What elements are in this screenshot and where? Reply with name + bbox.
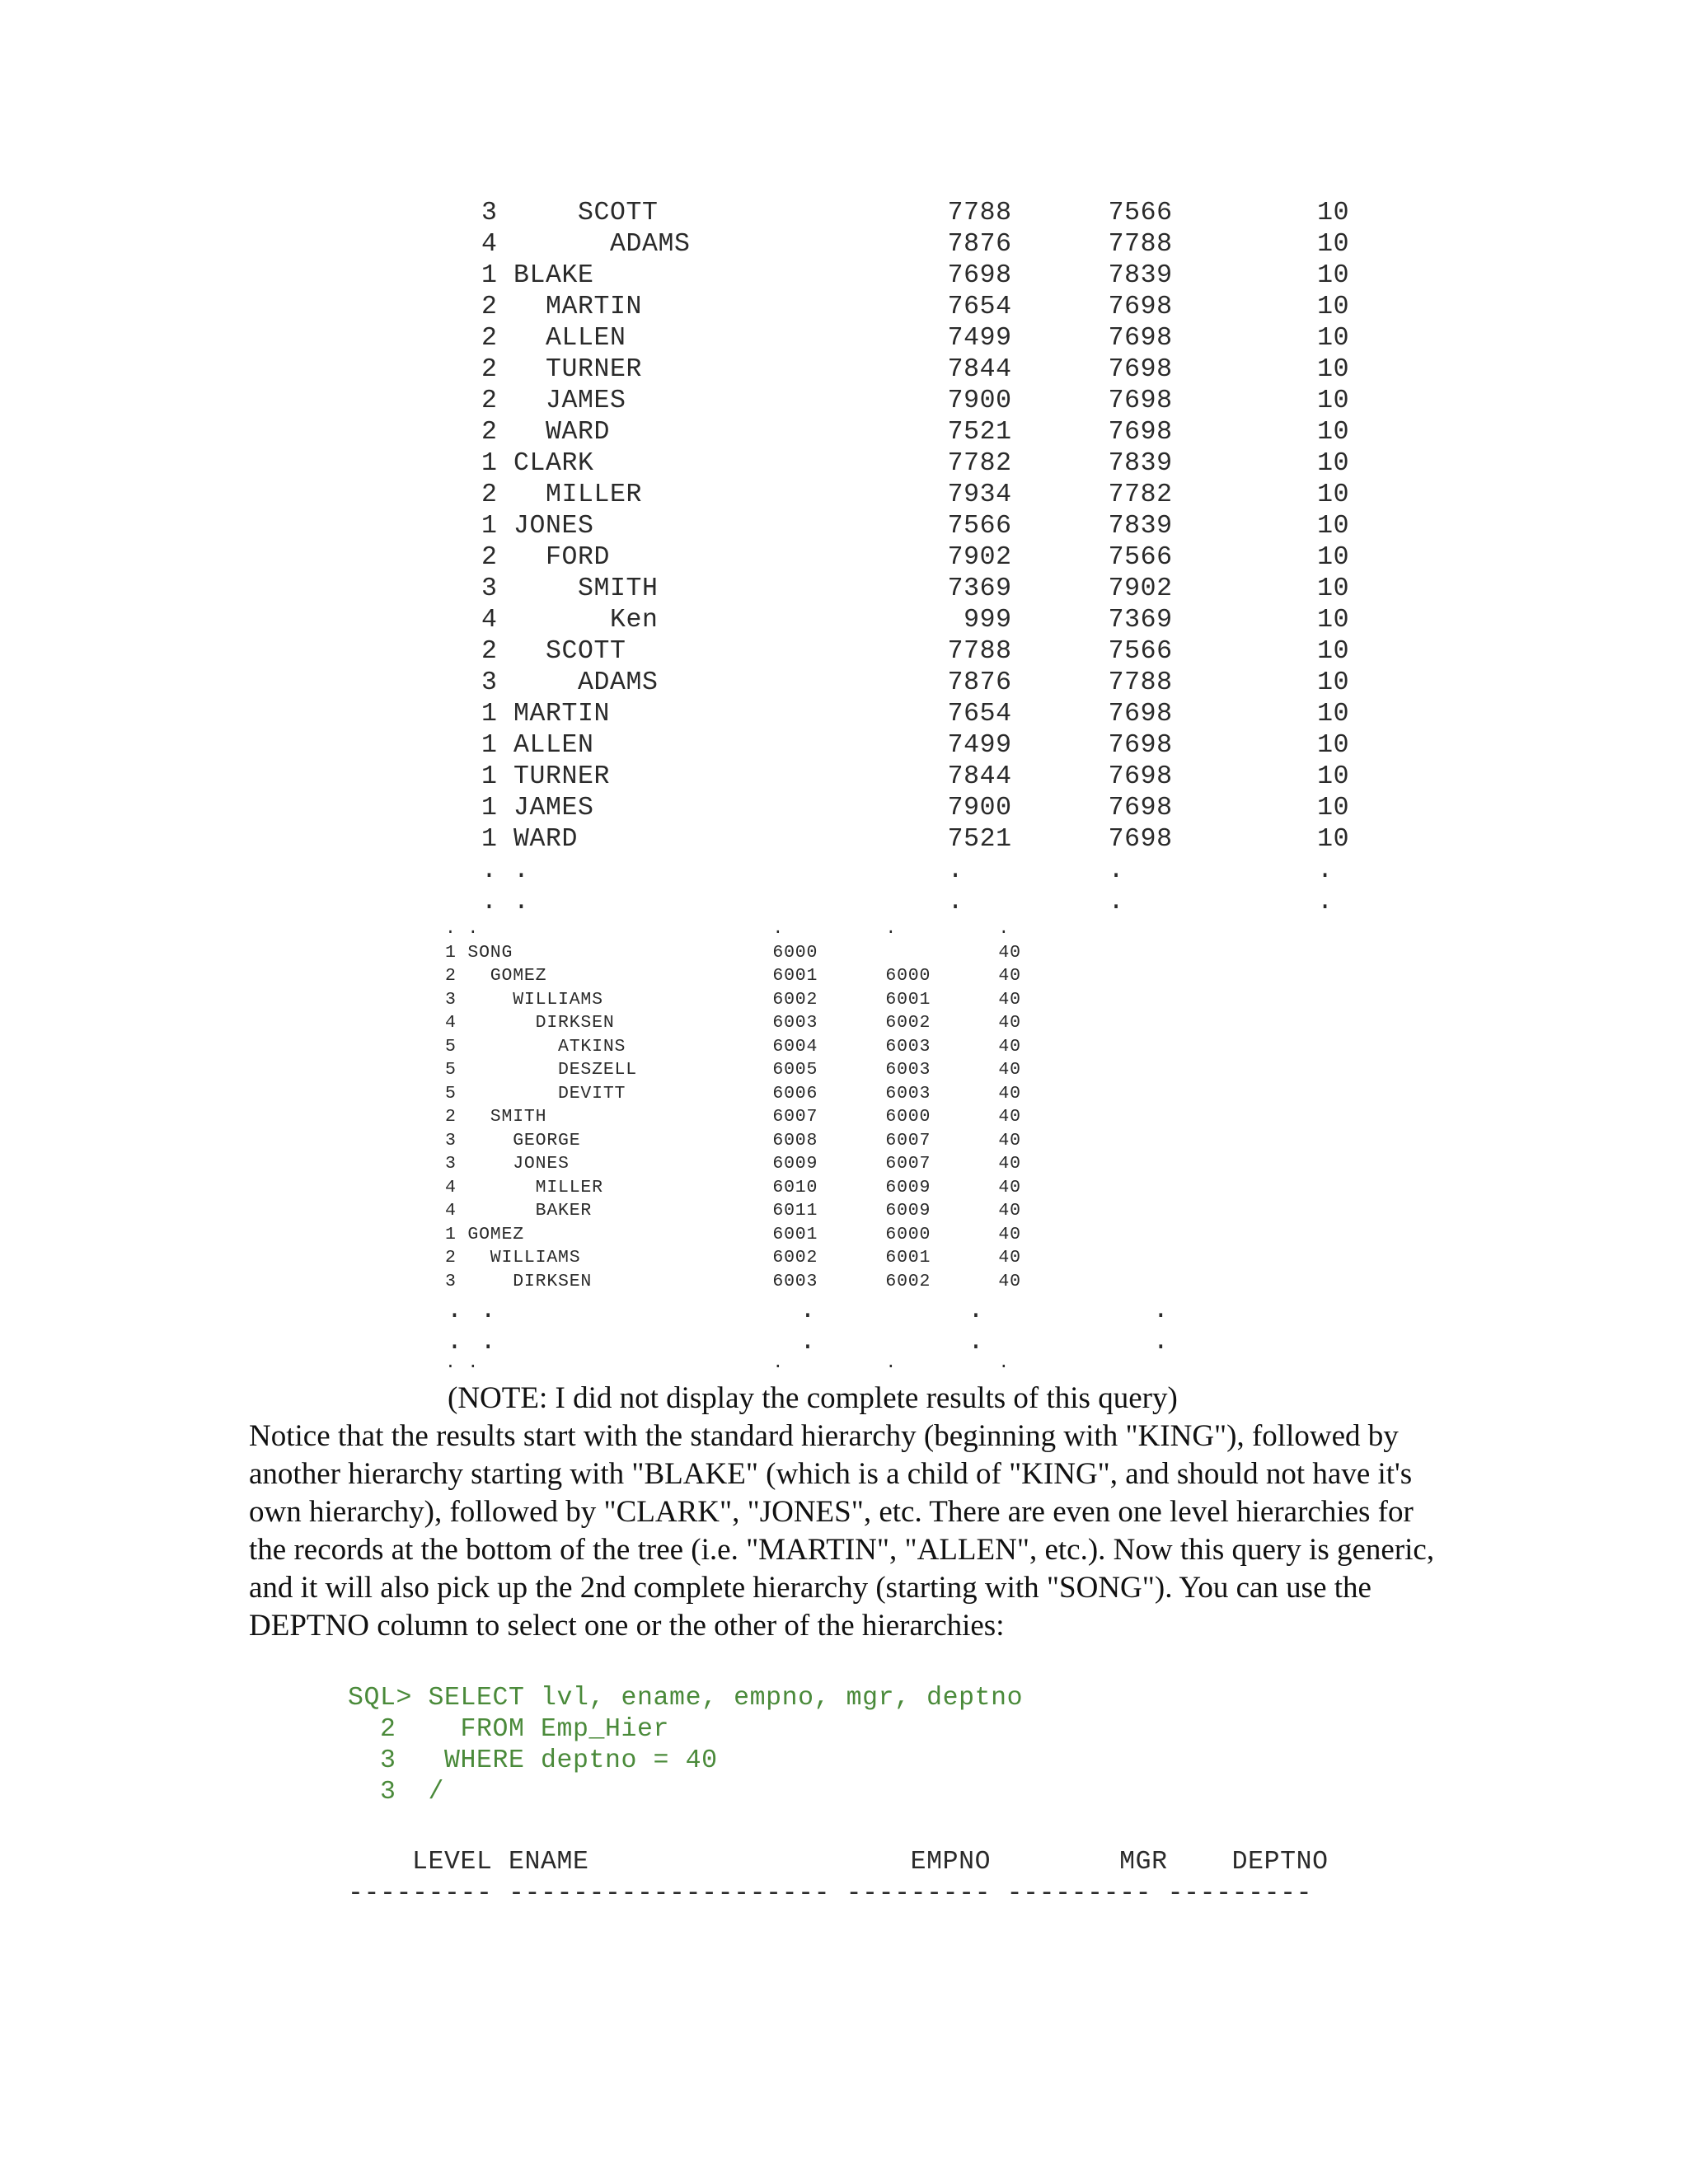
result-row: 4 DIRKSEN 6003 6002 40 — [445, 1013, 1021, 1033]
sql-line: 3 / — [348, 1778, 445, 1807]
sql-line: 3 WHERE deptno = 40 — [348, 1746, 718, 1775]
ellipsis-row: . . . . . — [447, 1328, 1170, 1357]
result-row: 2 TURNER 7844 7698 10 — [481, 355, 1350, 384]
ellipsis-rows — [447, 1296, 1436, 1358]
query-results-dept-10 — [481, 198, 1388, 918]
result-row: 3 SMITH 7369 7902 10 — [481, 574, 1350, 603]
column-header: LEVEL ENAME EMPNO MGR DEPTNO — [348, 1848, 1329, 1877]
note-text: (NOTE: I did not display the complete results of this query) — [448, 1381, 1178, 1415]
result-row: 3 GEORGE 6008 6007 40 — [445, 1130, 1021, 1151]
result-row: 1 ALLEN 7499 7698 10 — [481, 731, 1350, 760]
result-row: 1 BLAKE 7698 7839 10 — [481, 261, 1350, 290]
result-row: 2 MILLER 7934 7782 10 — [481, 480, 1350, 509]
sql-line: SQL> SELECT lvl, ename, empno, mgr, deptno — [348, 1684, 1024, 1713]
result-row: 4 Ken 999 7369 10 — [481, 606, 1350, 635]
result-row: 4 ADAMS 7876 7788 10 — [481, 230, 1350, 259]
result-row: 3 WILLIAMS 6002 6001 40 — [445, 989, 1021, 1010]
result-row: . . . . . — [481, 888, 1334, 916]
result-row: 1 CLARK 7782 7839 10 — [481, 449, 1350, 478]
ellipsis-row: . . . . . — [447, 1296, 1170, 1325]
result-row: 3 ADAMS 7876 7788 10 — [481, 668, 1350, 697]
result-row: 5 DEVITT 6006 6003 40 — [445, 1083, 1021, 1104]
result-row: 3 JONES 6009 6007 40 — [445, 1154, 1021, 1174]
ellipsis-row-small: . . . . . — [445, 1353, 1010, 1373]
result-row: 1 JONES 7566 7839 10 — [481, 512, 1350, 541]
result-row: 4 BAKER 6011 6009 40 — [445, 1201, 1021, 1221]
result-row: 2 MARTIN 7654 7698 10 — [481, 293, 1350, 321]
result-row: 2 SMITH 6007 6000 40 — [445, 1107, 1021, 1127]
result-row: 1 MARTIN 7654 7698 10 — [481, 700, 1350, 729]
result-row: 1 SONG 6000 40 — [445, 942, 1021, 963]
sql-line: 2 FROM Emp_Hier — [348, 1715, 670, 1744]
sql-query — [348, 1683, 1337, 1808]
result-row: 3 DIRKSEN 6003 6002 40 — [445, 1271, 1021, 1291]
result-row: 2 JAMES 7900 7698 10 — [481, 387, 1350, 415]
result-row: 2 SCOTT 7788 7566 10 — [481, 637, 1350, 666]
query-results-dept-40 — [445, 917, 1187, 1293]
result-row: 1 TURNER 7844 7698 10 — [481, 762, 1350, 791]
column-rule: --------- -------------------- --------- --------- --------- — [348, 1879, 1313, 1908]
result-row: . . . . . — [481, 856, 1334, 885]
result-row: 2 FORD 7902 7566 10 — [481, 543, 1350, 572]
result-row: 5 DESZELL 6005 6003 40 — [445, 1060, 1021, 1080]
result-row: . . . . . — [445, 919, 1010, 939]
result-row: 5 ATKINS 6004 6003 40 — [445, 1036, 1021, 1057]
result-row: 1 GOMEZ 6001 6000 40 — [445, 1224, 1021, 1244]
result-row: 4 MILLER 6010 6009 40 — [445, 1177, 1021, 1197]
result-row: 3 SCOTT 7788 7566 10 — [481, 199, 1350, 227]
result-row: 2 WARD 7521 7698 10 — [481, 418, 1350, 447]
result-row: 1 WARD 7521 7698 10 — [481, 825, 1350, 854]
result-row: 2 ALLEN 7499 7698 10 — [481, 324, 1350, 353]
result-row: 2 GOMEZ 6001 6000 40 — [445, 966, 1021, 986]
explanation-paragraph: Notice that the results start with the standard hierarchy (beginning with "KING"), followed by another hierarchy starting with "BLAKE" (which is a child of "KING", and should not have it's own hierarchy), followed by "CLARK", "JONES", etc. There are even one level hierarchies for the records at the bottom of the tree (i.e. "MARTIN", "ALLEN", etc.). Now this query is generic, and it will also pick up the 2nd complete hierarchy (starting with "SONG"). You can use the DEPTNO column to select one or the other of the hierarchies: — [249, 1419, 1435, 1643]
result-row: 2 WILLIAMS 6002 6001 40 — [445, 1248, 1021, 1268]
result-row: 1 JAMES 7900 7698 10 — [481, 794, 1350, 823]
